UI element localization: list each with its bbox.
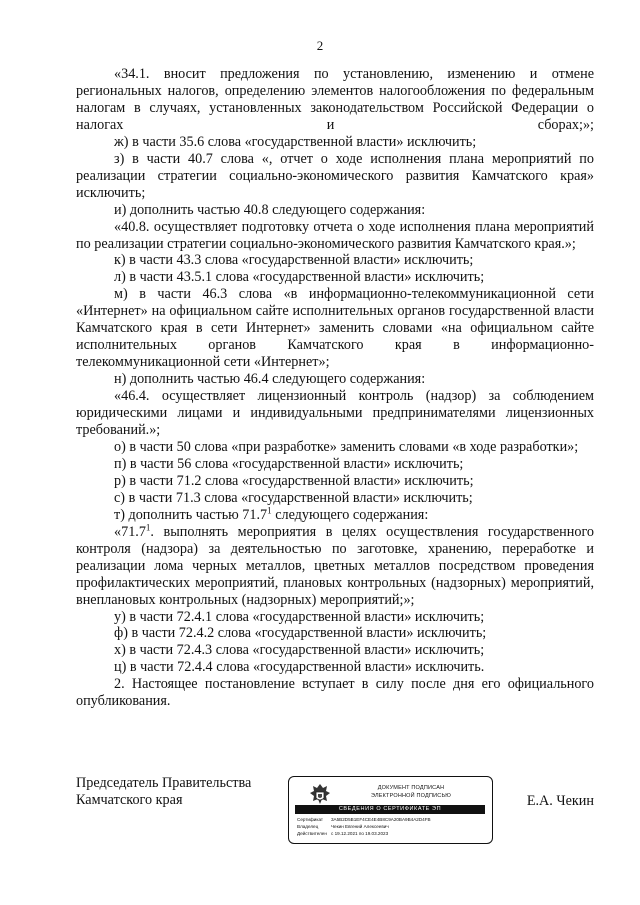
paragraph-ts: ц) в части 72.4.4 слова «государственной власти» исключить. bbox=[114, 659, 485, 676]
paragraph-t-tail: следующего содержания: bbox=[271, 506, 429, 523]
stamp-header-line2: ЭЛЕКТРОННОЙ ПОДПИСЬЮ bbox=[370, 793, 452, 799]
stamp-certificate-band: СВЕДЕНИЯ О СЕРТИФИКАТЕ ЭП bbox=[295, 805, 485, 814]
paragraph-71-7-num: «71.7 bbox=[114, 523, 146, 540]
paragraph-zh: ж) в части 35.6 слова «государственной власти» исключить; bbox=[114, 133, 477, 150]
stamp-value: Чекин Евгений Алексеевич bbox=[331, 824, 389, 829]
paragraph-71-7 bbox=[76, 524, 594, 609]
stamp-value: 3A5B2D5B1EF4CE4E4B8C9A20BA9B4A2D4FB bbox=[331, 817, 431, 822]
stamp-row-owner bbox=[297, 824, 389, 829]
stamp-key: Действителен bbox=[297, 831, 327, 836]
stamp-row-certificate bbox=[297, 817, 431, 822]
paragraph-i: и) дополнить частью 40.8 следующего содержания: bbox=[114, 201, 426, 218]
superscript: 1 bbox=[145, 522, 151, 532]
paragraph-s: с) в части 71.3 слова «государственной власти» исключить; bbox=[114, 489, 473, 506]
paragraph-z: з) в части 40.7 слова «, отчет о ходе исполнения плана мероприятий по реализации стратегии социально-экономического развития Камчатского края» исключить; bbox=[76, 150, 594, 201]
paragraph-p: п) в части 56 слова «государственной власти» исключить; bbox=[114, 455, 464, 472]
document-body bbox=[76, 66, 594, 710]
paragraph-71-7-text: . выполнять мероприятия в целях осуществления государственного контроля (надзора) за деятельностью по заготовке, хранению, переработке и реализации лома черных металлов, цветных металлов посредством проведения профилактических мероприятий, плановых контрольных (надзорных) мероприятий, внеплановых контрольных (надзорных) мероприятий;»; bbox=[76, 523, 594, 608]
paragraph-u: у) в части 72.4.1 слова «государственной власти» исключить; bbox=[114, 608, 485, 625]
paragraph-k: к) в части 43.3 слова «государственной власти» исключить; bbox=[114, 252, 474, 269]
paragraph-t bbox=[76, 507, 594, 524]
page-number: 2 bbox=[316, 38, 324, 53]
paragraph-r: р) в части 71.2 слова «государственной власти» исключить; bbox=[114, 472, 474, 489]
stamp-header-line1: ДОКУМЕНТ ПОДПИСАН bbox=[377, 785, 445, 791]
signatory-name: Е.А. Чекин bbox=[526, 793, 594, 809]
paragraph-m: м) в части 46.3 слова «в информационно-телекоммуникационной сети «Интернет» на официальном сайте исполнительных органов государственной власти Камчатского края в сети Интернет» заменить словами «на официальном сайте исполнительных органов Камчатского края в информационно-телекоммуникационной сети «Интернет»; bbox=[76, 286, 594, 371]
paragraph-n: н) дополнить частью 46.4 следующего содержания: bbox=[114, 371, 426, 388]
paragraph-l: л) в части 43.5.1 слова «государственной власти» исключить; bbox=[114, 269, 485, 286]
stamp-value: с 19.12.2021 по 19.03.2023 bbox=[331, 831, 389, 836]
paragraph-46-4: «46.4. осуществляет лицензионный контроль (надзор) за соблюдением юридическими лицами и индивидуальными предпринимателями лицензионных требований.»; bbox=[76, 388, 594, 439]
paragraph-2: 2. Настоящее постановление вступает в силу после дня его официального опубликования. bbox=[76, 676, 594, 710]
superscript: 1 bbox=[267, 505, 272, 516]
stamp-row-valid bbox=[297, 831, 388, 836]
paragraph-40-8: «40.8. осуществляет подготовку отчета о ходе исполнения плана мероприятий по реализации стратегии социально-экономического развития Камчатского края.»; bbox=[76, 218, 594, 252]
paragraph-t-text: т) дополнить частью 71.7 bbox=[114, 506, 268, 523]
stamp-key: Сертификат bbox=[297, 817, 324, 822]
stamp-key: Владелец bbox=[297, 824, 319, 829]
signatory-title-line2: Камчатского края bbox=[76, 792, 183, 808]
paragraph-34-1: «34.1. вносит предложения по установлению, изменению и отмене региональных налогов, определению элементов налогообложения по федеральным налогам в случаях, установленных законодательством Российской Федерации о налогах и сборах;»; bbox=[76, 66, 594, 133]
paragraph-o: о) в части 50 слова «при разработке» заменить словами «в ходе разработки»; bbox=[114, 438, 579, 455]
signatory-title-line1: Председатель Правительства bbox=[76, 775, 252, 791]
signatory-title bbox=[76, 775, 251, 809]
electronic-signature-stamp bbox=[288, 776, 493, 844]
paragraph-f: ф) в части 72.4.2 слова «государственной власти» исключить; bbox=[114, 625, 487, 642]
paragraph-kh: х) в части 72.4.3 слова «государственной власти» исключить; bbox=[114, 642, 485, 659]
